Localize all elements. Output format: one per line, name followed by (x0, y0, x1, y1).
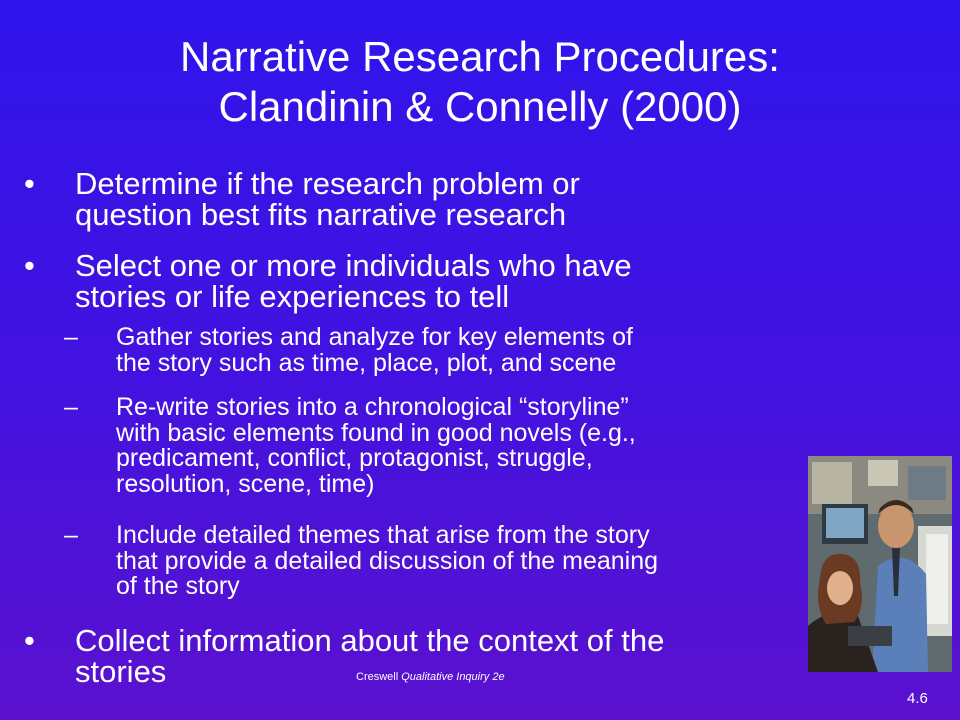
sub-bullet-marker: – (64, 393, 78, 421)
sub-bullet-text-line: Include detailed themes that arise from the story (116, 521, 650, 549)
slide-title-line-2: Clandinin & Connelly (2000) (218, 83, 742, 130)
slide-title-line-1: Narrative Research Procedures: (180, 33, 780, 80)
bullet-text-line: stories (75, 654, 167, 689)
bullet-text-line: Select one or more individuals who have (75, 248, 632, 283)
bullet-text-line: question best fits narrative research (75, 197, 567, 232)
sub-bullet-text-line: Gather stories and analyze for key elements of (116, 323, 633, 351)
sub-bullet-item (64, 323, 633, 377)
sub-bullet-text-line: the story such as time, place, plot, and scene (116, 348, 617, 377)
sub-bullet-text-line: predicament, conflict, protagonist, struggle, (116, 444, 593, 472)
classroom-photo (808, 456, 952, 672)
classroom-photo-image (808, 456, 952, 672)
footer-book-title: Qualitative Inquiry 2e (401, 671, 505, 683)
sub-bullet-item (64, 521, 659, 600)
sub-bullet-text-line: with basic elements found in good novels (e.g., (116, 418, 636, 447)
bullet-text-line: Determine if the research problem or (75, 166, 580, 201)
bullet-marker: • (24, 248, 35, 283)
footer-author: Creswell (356, 671, 402, 683)
page-number: 4.6 (907, 690, 928, 707)
bullet-marker: • (24, 166, 35, 201)
sub-bullet-text-line: Re-write stories into a chronological “storyline” (116, 393, 629, 421)
sub-bullet-text-line: that provide a detailed discussion of the meaning (116, 546, 659, 575)
sub-bullet-marker: – (64, 521, 78, 549)
sub-bullet-text-line: resolution, scene, time) (116, 469, 375, 498)
bullet-text-line: stories or life experiences to tell (75, 279, 510, 314)
bullet-item (24, 166, 580, 232)
sub-bullet-text-line: of the story (116, 572, 240, 600)
bullet-item (24, 248, 632, 314)
bullet-marker: • (24, 623, 35, 658)
sub-bullet-marker: – (64, 323, 78, 351)
sub-bullet-item (64, 393, 636, 498)
bullet-text-line: Collect information about the context of the (75, 623, 665, 658)
footer-citation (356, 671, 505, 683)
